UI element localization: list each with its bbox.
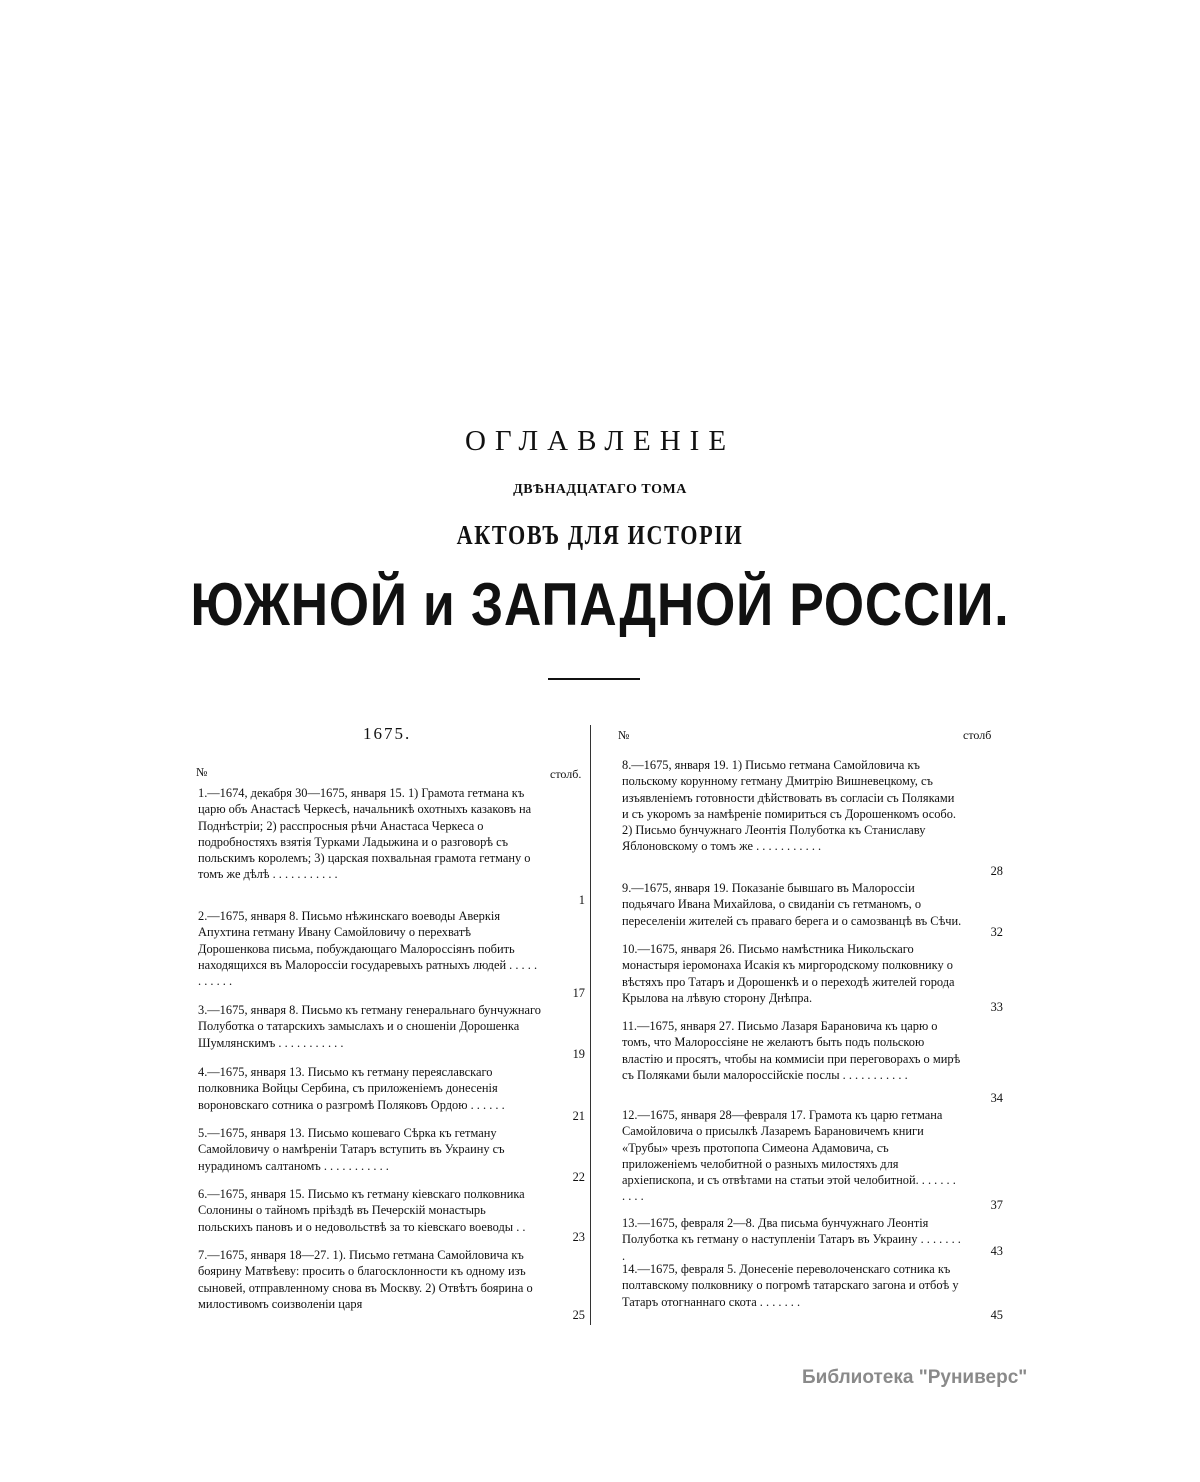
entry-page: 32 (990, 925, 1003, 939)
entry-page: 37 (990, 1198, 1003, 1212)
toc-entry (622, 757, 962, 855)
toc-entry (198, 1125, 543, 1174)
entry-text: 1.—1674, декабря 30—1675, января 15. 1) Грамота гетмана къ царю объ Анастасѣ Черкесѣ, начальникѣ охотныхъ казаковъ на Поднѣстріи; 2) расспросныя рѣчи Анастаса Черкеса о подробностяхъ взятія Турками Ладыжина и о разговорѣ съ польскимъ королемъ; 3) царская похвальная грамота гетману о томъ же дѣлѣ . . . . . . . . . . . (198, 786, 532, 882)
column-divider (590, 725, 591, 1325)
entry-page: 28 (990, 864, 1003, 878)
entry-text: 14.—1675, февраля 5. Донесеніе переволоченскаго сотника къ полтавскому полковнику о погромѣ татарскаго загона и отбоѣ у Татаръ отогнаннаго скота . . . . . . . (622, 1262, 959, 1309)
entry-page: 19 (572, 1047, 585, 1061)
toc-entry (622, 880, 962, 929)
toc-entry (622, 1018, 962, 1083)
entry-page: 43 (990, 1244, 1003, 1258)
toc-entry (622, 1215, 962, 1264)
title-russia: ЮЖНОЙ и ЗАПАДНОЙ РОССІИ. (190, 571, 1010, 638)
entry-page: 22 (572, 1170, 585, 1184)
entry-page: 33 (990, 1000, 1003, 1014)
toc-entry (198, 1064, 543, 1113)
right-col-label: столб (963, 728, 992, 742)
entry-text: 5.—1675, января 13. Письмо кошеваго Сѣрка къ гетману Самойловичу о намѣреніи Татаръ вступить въ Украину съ нурадиномъ салтаномъ . . . . . . . . . . . (198, 1126, 505, 1173)
entry-text: 4.—1675, января 13. Письмо къ гетману переяславскаго полковника Войцы Сербина, съ приложеніемъ донесенія вороновскаго сотника о разгромѣ Поляковъ Ордою . . . . . . (198, 1065, 505, 1112)
entry-text: 3.—1675, января 8. Письмо къ гетману генеральнаго бунчужнаго Полуботка о татарскихъ замыслахъ и о сношеніи Дорошенка Шумлянскимъ . . . . . . . . . . . (198, 1003, 541, 1050)
toc-entry (622, 1261, 962, 1310)
entry-text: 6.—1675, января 15. Письмо къ гетману кіевскаго полковника Солонины о тайномъ пріѣздѣ въ Печерскій монастырь польскихъ пановъ и о недовольствѣ за то кіевскаго воеводы . . (198, 1187, 526, 1234)
toc-entry (198, 785, 543, 883)
left-col-label: столб. (550, 767, 582, 781)
toc-entry (198, 1247, 543, 1312)
entry-page: 23 (572, 1230, 585, 1244)
toc-entry (198, 1186, 543, 1235)
title-rule (548, 678, 640, 680)
toc-entry (622, 1107, 962, 1205)
year-heading: 1675. (363, 724, 412, 743)
entry-text: 13.—1675, февраля 2—8. Два письма бунчужнаго Леонтія Полуботка къ гетману о наступленіи Татаръ въ Украину . . . . . . . . (622, 1216, 961, 1263)
title-acts: АКТОВЪ ДЛЯ ИСТОРІИ (456, 520, 744, 550)
toc-entry (622, 941, 962, 1006)
toc-entry (198, 908, 543, 989)
entry-page: 17 (572, 986, 585, 1000)
entry-page: 25 (572, 1308, 585, 1322)
entry-page: 34 (990, 1091, 1003, 1105)
entry-text: 12.—1675, января 28—февраля 17. Грамота къ царю гетмана Самойловича о присылкѣ Лазаремъ Барановичемъ книги «Трубы» чрезъ протопопа Симеона Адамовича, съ приложеніемъ челобитной о разныхъ милостяхъ для архіепископа, и съ отвѣтами на статьи этой челобитной. . . . . . . . . . . (622, 1108, 956, 1204)
title-volume: ДВѢНАДЦАТАГО ТОМА (513, 482, 687, 497)
entry-text: 11.—1675, января 27. Письмо Лазаря Барановича къ царю о томъ, что Малороссіяне не желаютъ быть подъ польскою властію и просятъ, чтобы на коммисіи при переговорахъ о мирѣ съ Поляками были малороссійскіе послы . . . . . . . . . . . (622, 1019, 961, 1082)
entry-page: 1 (578, 893, 585, 907)
library-watermark: Библиотека "Руниверс" (802, 1367, 1028, 1388)
entry-page: 21 (572, 1109, 585, 1123)
left-num-label: № (196, 765, 208, 779)
entry-text: 7.—1675, января 18—27. 1). Письмо гетмана Самойловича къ боярину Матвѣеву: просить о благосклонности къ одному изъ сыновей, отправленному снова въ Москву. 2) Отвѣтъ боярина о милостивомъ соизволеніи царя (198, 1248, 533, 1311)
entry-text: 2.—1675, января 8. Письмо нѣжинскаго воеводы Аверкія Апухтина гетману Ивану Самойловичу о перехватѣ Дорошенкова письма, побуждающаго Малороссіянъ побить находящихся въ Малороссіи государевыхъ ратныхъ людей . . . . . . . . . . . (198, 909, 538, 989)
entry-text: 10.—1675, января 26. Письмо намѣстника Никольскаго монастыря іеромонаха Исакія къ миргородскому полковнику о вѣстяхъ про Татаръ и Дорошенкѣ и о переходѣ жителей города Крылова на лѣвую сторону Днѣпра. (622, 942, 955, 1005)
toc-entry (198, 1002, 543, 1051)
entry-text: 8.—1675, января 19. 1) Письмо гетмана Самойловича къ польскому корунному гетману Дмитрію Вишневецкому, съ изъявленіемъ готовности дѣйствовать въ согласіи съ Поляками и съ укоромъ за намѣреніе помириться съ Дорошенкомъ особо. 2) Письмо бунчужнаго Леонтія Полуботка къ Станиславу Яблоновскому о томъ же . . . . . . . . . . . (622, 758, 957, 854)
entry-page: 45 (990, 1308, 1003, 1322)
title-ogavlenie: ОГЛАВЛЕНІЕ (464, 425, 736, 457)
entry-text: 9.—1675, января 19. Показаніе бывшаго въ Малороссіи подьячаго Ивана Михайлова, о свиданіи съ гетманомъ, о переселеніи жителей съ праваго берега и о самозванцѣ въ Сѣчи. (622, 881, 962, 928)
right-num-label: № (618, 728, 630, 742)
